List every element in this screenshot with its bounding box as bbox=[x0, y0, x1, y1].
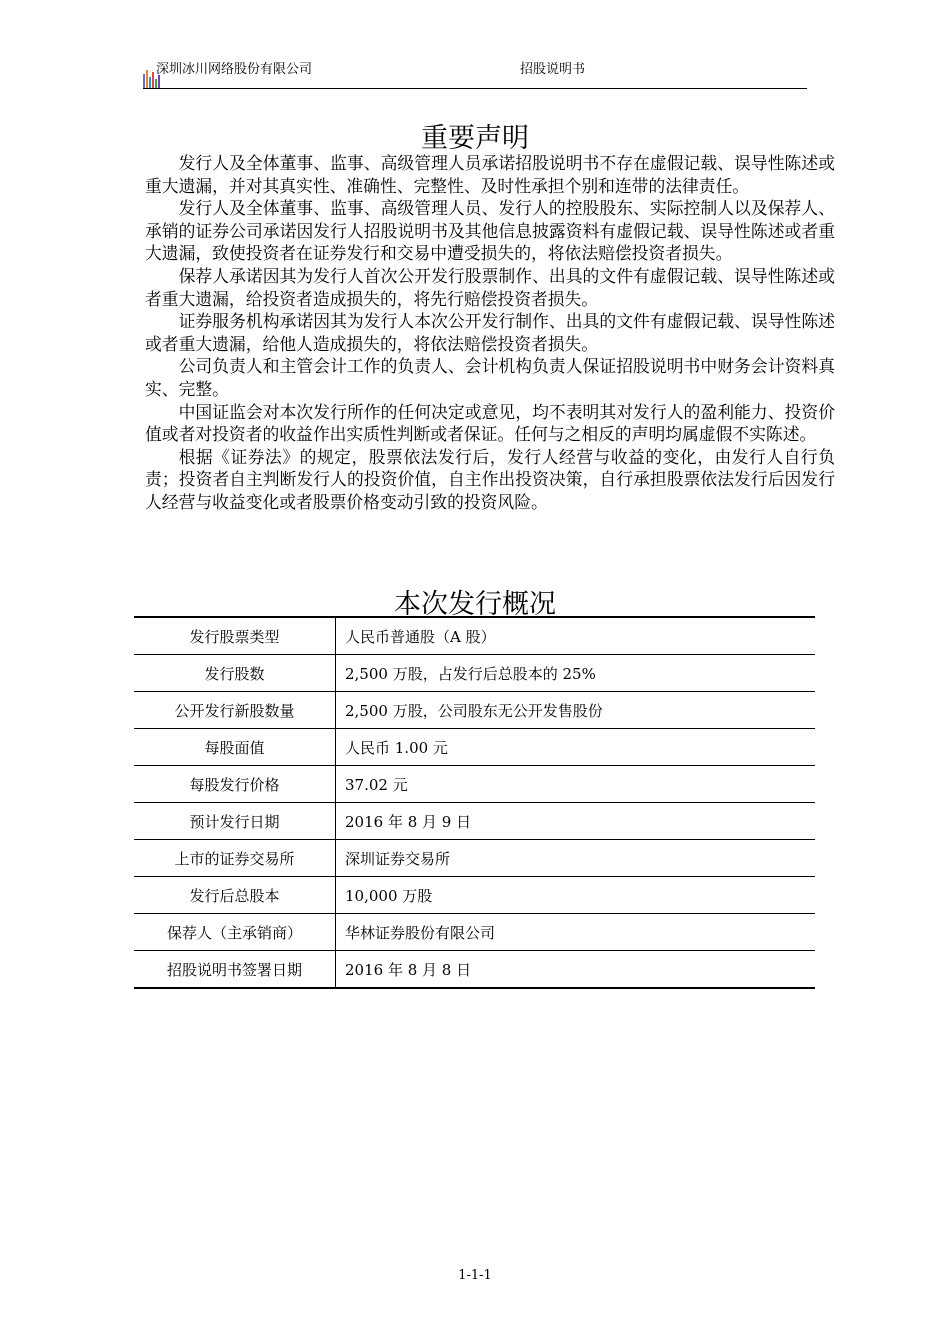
row-label: 发行股票类型 bbox=[134, 617, 336, 655]
row-value: 2,500 万股，占发行后总股本的 25% bbox=[336, 655, 816, 692]
table-row bbox=[134, 617, 815, 655]
row-label: 招股说明书签署日期 bbox=[134, 951, 336, 989]
declaration-paragraph: 根据《证券法》的规定，股票依法发行后，发行人经营与收益的变化，由发行人自行负责；投资者自主判断发行人的投资价值，自主作出投资决策，自行承担股票依法发行后因发行人经营与收益变化或者股票价格变动引致的投资风险。 bbox=[145, 446, 835, 512]
declaration-paragraph: 公司负责人和主管会计工作的负责人、会计机构负责人保证招股说明书中财务会计资料真实、完整。 bbox=[145, 356, 835, 399]
offering-summary-table bbox=[134, 616, 815, 989]
row-value: 人民币 1.00 元 bbox=[336, 729, 816, 766]
row-label: 发行后总股本 bbox=[134, 877, 336, 914]
row-value: 人民币普通股（A 股） bbox=[336, 617, 816, 655]
row-label: 发行股数 bbox=[134, 655, 336, 692]
declaration-paragraph: 发行人及全体董事、监事、高级管理人员、发行人的控股股东、实际控制人以及保荐人、承销的证券公司承诺因发行人招股说明书及其他信息披露资料有虚假记载、误导性陈述或者重大遗漏，致使投资者在证券发行和交易中遭受损失的，将依法赔偿投资者损失。 bbox=[145, 198, 835, 264]
table-row bbox=[134, 951, 815, 989]
declaration-body bbox=[145, 152, 835, 514]
declaration-title: 重要声明 bbox=[421, 123, 529, 154]
table-row bbox=[134, 803, 815, 840]
table-row bbox=[134, 766, 815, 803]
declaration-paragraph: 发行人及全体董事、监事、高级管理人员承诺招股说明书不存在虚假记载、误导性陈述或重大遗漏，并对其真实性、准确性、完整性、及时性承担个别和连带的法律责任。 bbox=[145, 153, 835, 196]
declaration-paragraph: 中国证监会对本次发行所作的任何决定或意见，均不表明其对发行人的盈利能力、投资价值或者对投资者的收益作出实质性判断或者保证。任何与之相反的声明均属虚假不实陈述。 bbox=[145, 401, 835, 445]
row-label: 公开发行新股数量 bbox=[134, 692, 336, 729]
header-document-title: 招股说明书 bbox=[520, 62, 586, 77]
row-value: 37.02 元 bbox=[336, 766, 816, 803]
header-company-name: 深圳冰川网络股份有限公司 bbox=[156, 62, 313, 77]
row-label: 保荐人（主承销商） bbox=[134, 914, 336, 951]
page-number: 1-1-1 bbox=[458, 1268, 492, 1283]
declaration-paragraph: 证券服务机构承诺因其为发行人本次公开发行制作、出具的文件有虚假记载、误导性陈述或者重大遗漏，给他人造成损失的，将依法赔偿投资者损失。 bbox=[145, 311, 835, 354]
row-label: 预计发行日期 bbox=[134, 803, 336, 840]
header-divider bbox=[143, 88, 807, 89]
row-label: 每股发行价格 bbox=[134, 766, 336, 803]
table-row bbox=[134, 840, 815, 877]
table-row bbox=[134, 655, 815, 692]
row-value: 2,500 万股，公司股东无公开发售股份 bbox=[336, 692, 816, 729]
table-row bbox=[134, 877, 815, 914]
summary-title: 本次发行概况 bbox=[394, 589, 556, 620]
table-row bbox=[134, 729, 815, 766]
row-value: 华林证券股份有限公司 bbox=[336, 914, 816, 951]
row-value: 2016 年 8 月 9 日 bbox=[336, 803, 816, 840]
row-label: 上市的证券交易所 bbox=[134, 840, 336, 877]
row-value: 深圳证券交易所 bbox=[336, 840, 816, 877]
table-row bbox=[134, 692, 815, 729]
row-label: 每股面值 bbox=[134, 729, 336, 766]
declaration-paragraph: 保荐人承诺因其为发行人首次公开发行股票制作、出具的文件有虚假记载、误导性陈述或者重大遗漏，给投资者造成损失的，将先行赔偿投资者损失。 bbox=[145, 265, 835, 309]
row-value: 2016 年 8 月 8 日 bbox=[336, 951, 816, 989]
table-row bbox=[134, 914, 815, 951]
row-value: 10,000 万股 bbox=[336, 877, 816, 914]
